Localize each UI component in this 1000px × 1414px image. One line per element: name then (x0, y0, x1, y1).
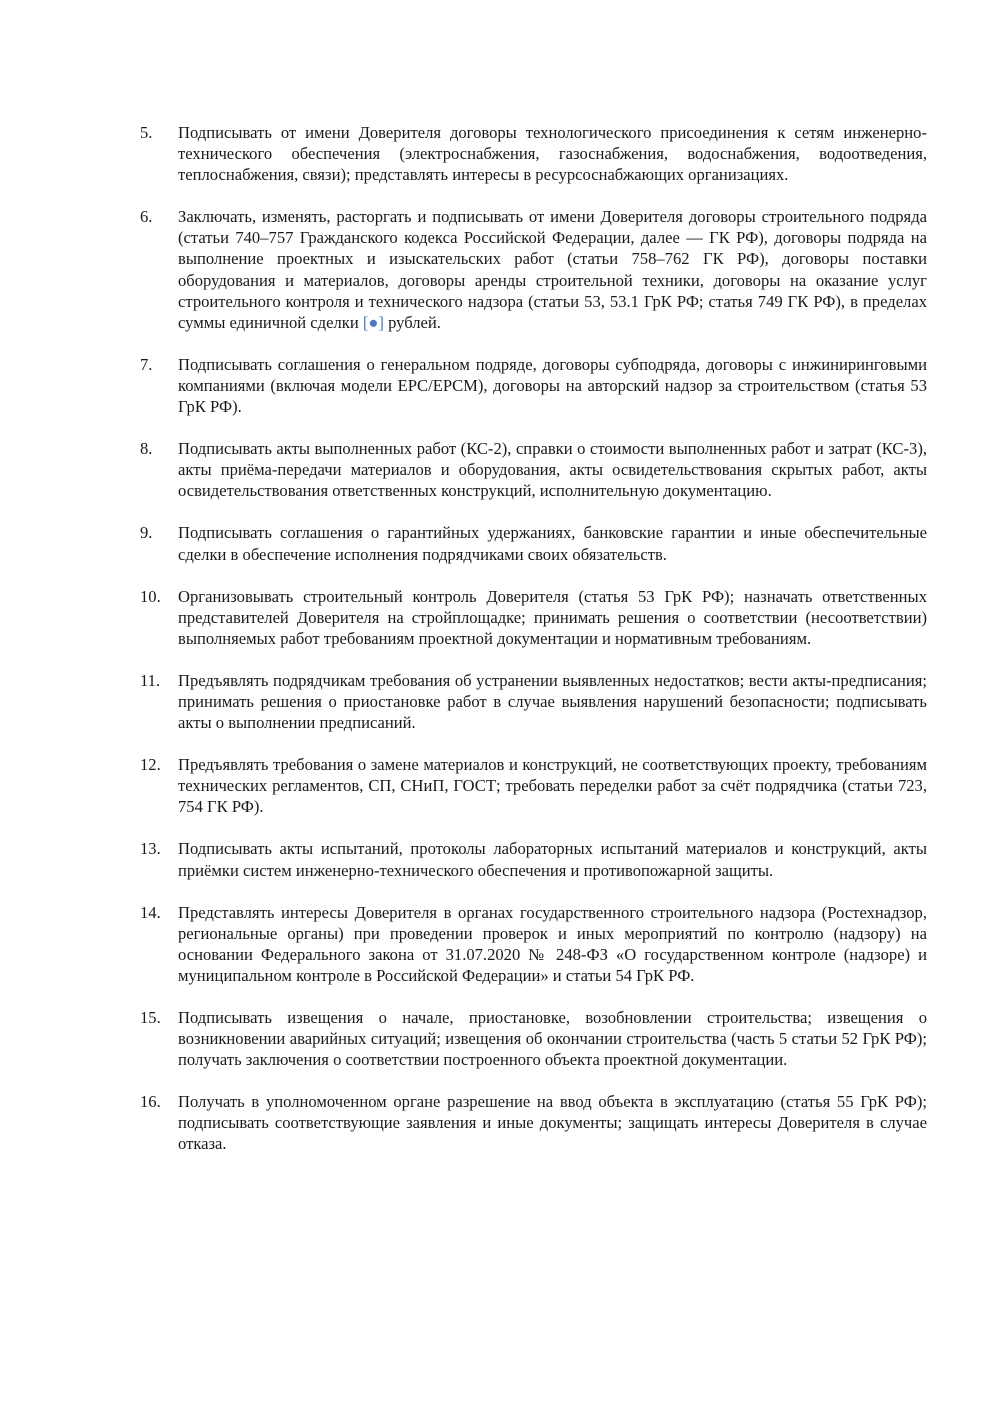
item-number: 7. (140, 354, 153, 374)
item-text: Подписывать от имени Доверителя договоры технологического присоединения к сетям инженерно-технического обеспечения (электроснабжения, газоснабжения, водоснабжения, водоотведения, теплоснабжения, связи); представлять интересы в ресурсоснабжающих организациях. (178, 123, 927, 185)
item-number: 13. (140, 839, 161, 859)
list-item (140, 754, 927, 817)
item-text: Подписывать извещения о начале, приостановке, возобновлении строительства; извещения о возникновении аварийных ситуаций; извещения об окончании строительства (часть 5 статьи 52 ГрК РФ); получать заключения о соответствии построенного объекта проектной документации. (178, 1008, 927, 1070)
list-item (140, 206, 927, 333)
item-number: 6. (140, 207, 153, 227)
item-number: 8. (140, 439, 153, 459)
item-text: Подписывать соглашения о гарантийных удержаниях, банковские гарантии и иные обеспечительные сделки в обеспечение исполнения подрядчиками своих обязательств. (178, 523, 927, 564)
item-text: Подписывать акты выполненных работ (КС-2), справки о стоимости выполненных работ и затрат (КС-3), акты приёма-передачи материалов и оборудования, акты освидетельствования скрытых работ, акты освидетельствования ответственных конструкций, исполнительную документацию. (178, 439, 927, 501)
list-item (140, 838, 927, 880)
list-item (140, 1091, 927, 1154)
item-text (178, 206, 927, 333)
item-number: 11. (140, 670, 161, 690)
item-number: 5. (140, 123, 153, 142)
item-text: Организовывать строительный контроль Доверителя (статья 53 ГрК РФ); назначать ответственных представителей Доверителя на стройплощадке; принимать решения о соответствии (несоответствии) выполняемых работ требованиям проектной документации и нормативным требованиям. (178, 586, 927, 648)
item-text: Представлять интересы Доверителя в органах государственного строительного надзора (Ростехнадзор, региональные органы) при проведении проверок и иных мероприятий по контролю (надзору) на основании Федерального закона от 31.07.2020 № 248-ФЗ «О государственном контроле (надзоре) и муниципальном контроле в Российской Федерации» и статьи 54 ГрК РФ. (178, 902, 927, 985)
list-item (140, 522, 927, 564)
list-item (140, 670, 927, 733)
list-item (140, 1007, 927, 1070)
item-text: Подписывать соглашения о генеральном подряде, договоры субподряда, договоры с инжиниринговыми компаниями (включая модели EPC/EPCM), договоры на авторский надзор за строительством (статья 53 ГрК РФ). (178, 354, 927, 417)
item-text-before: Заключать, изменять, расторгать и подписывать от имени Доверителя договоры строительного подряда (статьи 740–757 Гражданского кодекса Российской Федерации, далее — ГК РФ), договоры подряда на выполнение проектных и изыскательских работ (статьи 758–762 ГК РФ), договоры поставки оборудования и материалов, договоры аренды строительной техники, договоры на оказание услуг строительного контроля и технического надзора (статьи 53, 53.1 ГрК РФ; статья 749 ГК РФ), в пределах суммы единичной сделки (178, 207, 927, 332)
amount-placeholder: [●] (362, 312, 384, 332)
item-text: Получать в уполномоченном органе разрешение на ввод объекта в эксплуатацию (статья 55 ГрК РФ); подписывать соответствующие заявления и иные документы; защищать интересы Доверителя в случае отказа. (178, 1092, 927, 1154)
item-number: 16. (140, 1092, 161, 1112)
item-number: 14. (140, 902, 161, 922)
item-text-after: рублей. (388, 312, 441, 332)
list-item (140, 902, 927, 986)
item-number: 15. (140, 1008, 161, 1027)
list-item (140, 438, 927, 501)
item-number: 10. (140, 586, 161, 606)
item-number: 9. (140, 523, 153, 543)
item-text: Подписывать акты испытаний, протоколы лабораторных испытаний материалов и конструкций, акты приёмки систем инженерно-технического обеспечения и противопожарной защиты. (178, 839, 927, 880)
list-item (140, 586, 927, 649)
item-text: Предъявлять требования о замене материалов и конструкций, не соответствующих проекту, требованиям технических регламентов, СП, СНиП, ГОСТ; требовать переделки работ за счёт подрядчика (статьи 723, 754 ГК РФ). (178, 755, 927, 817)
list-item (140, 122, 927, 185)
item-text: Предъявлять подрядчикам требования об устранении выявленных недостатков; вести акты-предписания; принимать решения о приостановке работ в случае выявления нарушений безопасности; подписывать акты о выполнении предписаний. (178, 670, 927, 733)
list-item (140, 354, 927, 417)
item-number: 12. (140, 755, 161, 775)
powers-list (140, 122, 927, 1176)
